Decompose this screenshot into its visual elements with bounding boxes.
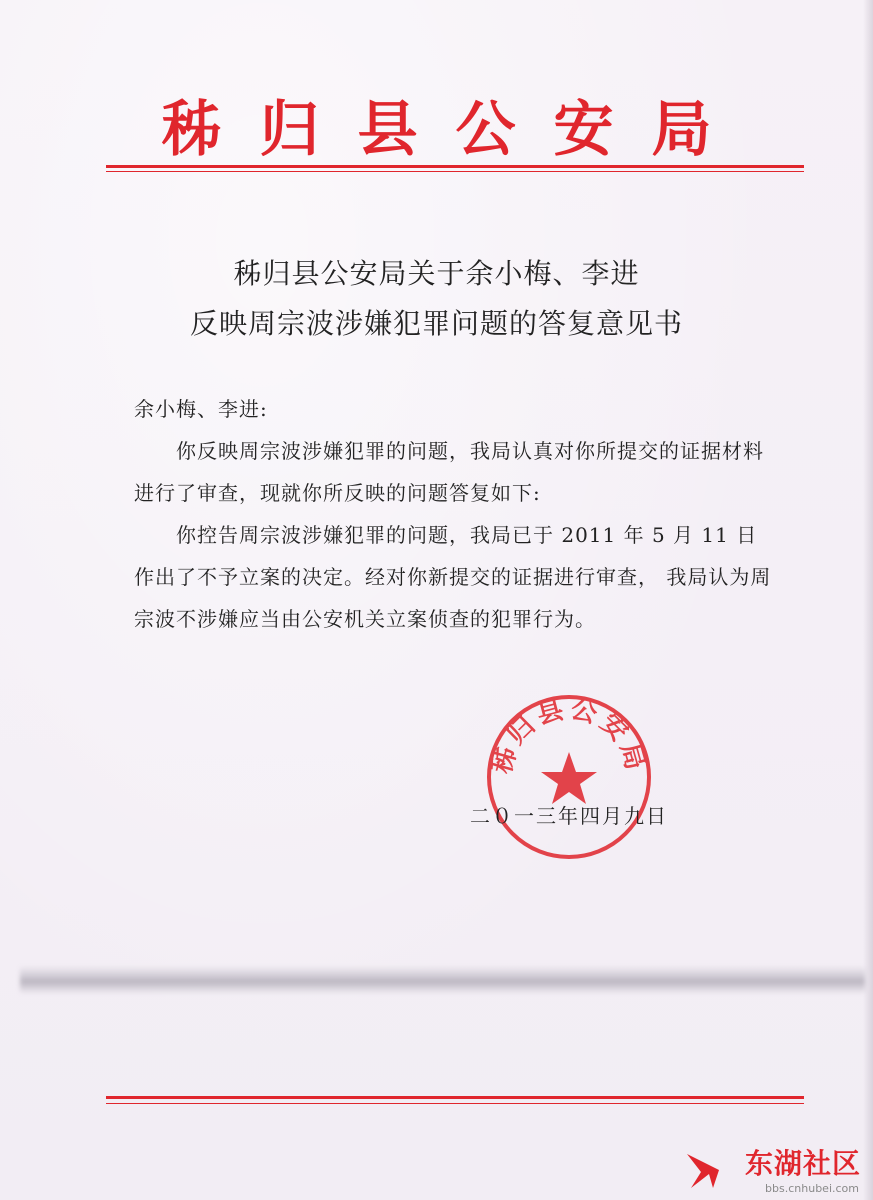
paragraph-1: 你反映周宗波涉嫌犯罪的问题，我局认真对你所提交的证据材料进行了审查，现就你所反映的问题答复如下: [134,439,764,505]
paragraph-2: 你控告周宗波涉嫌犯罪的问题，我局已于 2011 年 5 月 11 日作出了不予立案的决定。经对你新提交的证据进行审查， 我局认为周宗波不涉嫌应当由公安机关立案侦查的犯罪行为。 [134,523,772,631]
footer-rule-top [106,1096,804,1099]
watermark-url: bbs.cnhubei.com [765,1182,859,1195]
issue-date: 二０一三年四月九日 [470,804,668,828]
footer-rule-bottom [106,1103,804,1104]
scan-edge [863,0,873,1200]
header-rule-top [106,165,804,168]
scan-fold-shadow [20,966,865,994]
agency-header: 秭归县公安局 [161,95,750,165]
header-rule-bottom [106,171,804,172]
watermark-name: 东湖社区 [744,1147,861,1180]
document-title-line-2: 反映周宗波涉嫌犯罪问题的答复意见书 [189,307,683,340]
document-title-line-1: 秭归县公安局关于余小梅、李进 [233,257,640,290]
seal-text: 秭归县公安局 [486,694,652,777]
official-seal-icon [484,692,654,862]
salutation: 余小梅、李进: [134,397,268,421]
